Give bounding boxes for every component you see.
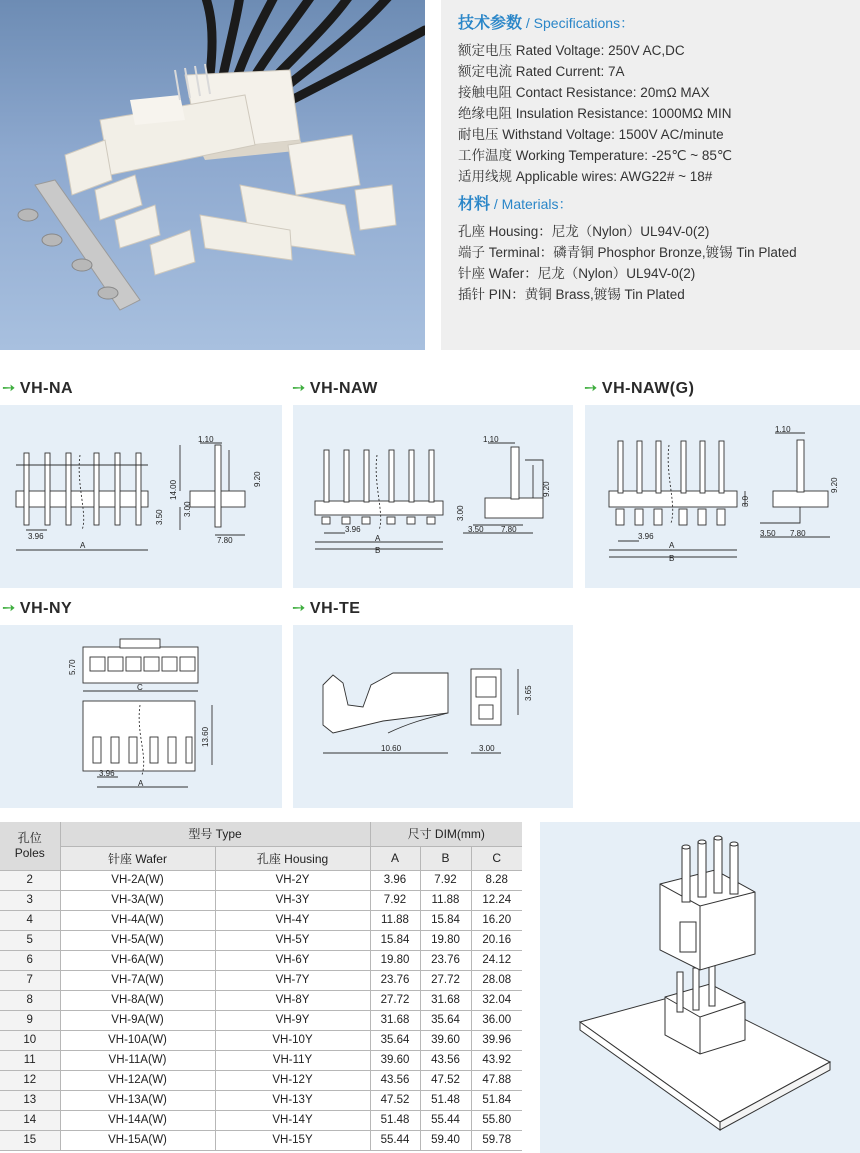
material-line: 端子 Terminal：磷青铜 Phosphor Bronze,镀锡 Tin Plated (458, 245, 797, 260)
cell-poles: 2 (0, 870, 60, 890)
table-row (0, 1010, 522, 1030)
cell-housing: VH-6Y (215, 950, 370, 970)
drawing-vh-na (0, 405, 282, 588)
cell-c: 36.00 (471, 1010, 522, 1030)
spec-line: 额定电流 Rated Current: 7A (458, 64, 625, 79)
cell-poles: 10 (0, 1030, 60, 1050)
dim-label: 3.50 (155, 509, 164, 525)
header-type: 型号 Type (60, 822, 370, 846)
cell-poles: 3 (0, 890, 60, 910)
dim-label: 3.50 (468, 525, 484, 534)
arrow-right-icon: ➙ (292, 380, 306, 397)
cell-poles: 14 (0, 1110, 60, 1130)
cell-b: 15.84 (420, 910, 471, 930)
section-label: VH-NA (19, 380, 74, 397)
product-photo (0, 0, 425, 350)
header-poles-cn: 孔位 (17, 830, 42, 845)
cell-a: 11.88 (370, 910, 420, 930)
header-housing: 孔座 Housing (215, 846, 370, 870)
cell-c: 28.08 (471, 970, 522, 990)
cell-a: 43.56 (370, 1070, 420, 1090)
cell-wafer: VH-11A(W) (60, 1050, 215, 1070)
cell-b: 47.52 (420, 1070, 471, 1090)
cell-c: 43.92 (471, 1050, 522, 1070)
spec-line: 接触电阻 Contact Resistance: 20mΩ MAX (458, 85, 710, 100)
cell-b: 11.88 (420, 890, 471, 910)
cell-housing: VH-8Y (215, 990, 370, 1010)
table-row (0, 1030, 522, 1050)
drawing-vh-naw (293, 405, 573, 588)
specs-title-cn: 技术参数 (458, 15, 523, 32)
cell-b: 31.68 (420, 990, 471, 1010)
arrow-right-icon: ➙ (292, 600, 306, 617)
cell-a: 55.44 (370, 1130, 420, 1150)
dim-label: A (375, 534, 381, 543)
dim-label: 3.00 (183, 501, 192, 517)
cell-wafer: VH-4A(W) (60, 910, 215, 930)
dim-label: 3.96 (638, 532, 654, 541)
header-dim: 尺寸 DIM(mm) (370, 822, 522, 846)
cell-a: 51.48 (370, 1110, 420, 1130)
dim-label: A (80, 541, 86, 550)
table-row (0, 1090, 522, 1110)
dim-label: 3.96 (28, 532, 44, 541)
cell-b: 59.40 (420, 1130, 471, 1150)
specifications-heading (458, 12, 860, 35)
section-label: VH-NAW(G) (601, 380, 695, 397)
table-row (0, 910, 522, 930)
header-poles-en: Poles (14, 845, 45, 860)
specs-title-en: / Specifications： (522, 15, 635, 31)
dim-label: 7.80 (501, 525, 517, 534)
cell-housing: VH-14Y (215, 1110, 370, 1130)
cell-housing: VH-12Y (215, 1070, 370, 1090)
dim-label: B (669, 554, 675, 563)
dimension-table (0, 822, 522, 1151)
cell-housing: VH-4Y (215, 910, 370, 930)
cell-a: 35.64 (370, 1030, 420, 1050)
cell-a: 27.72 (370, 990, 420, 1010)
cell-c: 39.96 (471, 1030, 522, 1050)
cell-poles: 15 (0, 1130, 60, 1150)
table-row (0, 990, 522, 1010)
spec-line: 耐电压 Withstand Voltage: 1500V AC/minute (458, 127, 724, 142)
arrow-right-icon: ➙ (584, 380, 598, 397)
cell-a: 3.96 (370, 870, 420, 890)
cell-wafer: VH-9A(W) (60, 1010, 215, 1030)
cell-c: 51.84 (471, 1090, 522, 1110)
specifications-panel (441, 0, 860, 350)
cell-a: 23.76 (370, 970, 420, 990)
dim-label: 1.10 (483, 435, 499, 444)
cell-c: 12.24 (471, 890, 522, 910)
cell-housing: VH-2Y (215, 870, 370, 890)
table-row (0, 1130, 522, 1150)
spec-line: 额定电压 Rated Voltage: 250V AC,DC (458, 43, 685, 58)
drawing-vh-ny (0, 625, 282, 808)
cell-housing: VH-7Y (215, 970, 370, 990)
arrow-right-icon: ➙ (2, 380, 16, 397)
spec-line: 适用线规 Applicable wires: AWG22# ~ 18# (458, 169, 713, 184)
section-title-vh-ny (2, 598, 72, 618)
dim-label: 13.60 (201, 726, 210, 747)
dim-label: 9.20 (830, 477, 839, 493)
section-title-vh-naw-g (584, 378, 694, 398)
cell-wafer: VH-12A(W) (60, 1070, 215, 1090)
cell-b: 27.72 (420, 970, 471, 990)
cell-b: 51.48 (420, 1090, 471, 1110)
isometric-illustration (540, 822, 860, 1153)
cell-housing: VH-13Y (215, 1090, 370, 1110)
cell-c: 59.78 (471, 1130, 522, 1150)
cell-wafer: VH-8A(W) (60, 990, 215, 1010)
cell-c: 8.28 (471, 870, 522, 890)
header-c: C (471, 846, 522, 870)
material-line: 针座 Wafer：尼龙（Nylon）UL94V-0(2) (458, 266, 696, 281)
table-row (0, 930, 522, 950)
cell-wafer: VH-15A(W) (60, 1130, 215, 1150)
cell-poles: 9 (0, 1010, 60, 1030)
header-wafer: 针座 Wafer (60, 846, 215, 870)
section-title-vh-na (2, 378, 73, 398)
cell-poles: 13 (0, 1090, 60, 1110)
table-row (0, 1050, 522, 1070)
cell-poles: 5 (0, 930, 60, 950)
spec-line: 绝缘电阻 Insulation Resistance: 1000MΩ MIN (458, 106, 732, 121)
cell-b: 43.56 (420, 1050, 471, 1070)
dim-label: B (375, 546, 381, 555)
table-row (0, 1070, 522, 1090)
section-title-vh-te (292, 598, 360, 618)
dim-label: 3.65 (524, 685, 533, 701)
dim-label: 5.70 (68, 659, 77, 675)
cell-b: 19.80 (420, 930, 471, 950)
dim-label: 3.96 (99, 769, 115, 778)
drawing-vh-te (293, 625, 573, 808)
dim-label: 9.20 (253, 471, 262, 487)
material-line: 插针 PIN：黄铜 Brass,镀锡 Tin Plated (458, 287, 685, 302)
cell-housing: VH-9Y (215, 1010, 370, 1030)
spec-line: 工作温度 Working Temperature: -25℃ ~ 85℃ (458, 148, 733, 163)
table-row (0, 890, 522, 910)
dim-label: 1.10 (198, 435, 214, 444)
cell-a: 47.52 (370, 1090, 420, 1110)
dim-label: 3.50 (760, 529, 776, 538)
cell-c: 24.12 (471, 950, 522, 970)
cell-a: 7.92 (370, 890, 420, 910)
cell-c: 55.80 (471, 1110, 522, 1130)
cell-b: 7.92 (420, 870, 471, 890)
cell-b: 35.64 (420, 1010, 471, 1030)
dim-label: 7.80 (790, 529, 806, 538)
cell-poles: 11 (0, 1050, 60, 1070)
dim-label: 3.00 (456, 505, 465, 521)
cell-wafer: VH-14A(W) (60, 1110, 215, 1130)
table-row (0, 1110, 522, 1130)
header-poles (0, 822, 60, 870)
cell-wafer: VH-5A(W) (60, 930, 215, 950)
dim-label: 3.00 (479, 744, 495, 753)
cell-poles: 12 (0, 1070, 60, 1090)
dimension-table-container (0, 822, 522, 1151)
section-label: VH-TE (309, 600, 361, 617)
drawing-vh-naw-g (585, 405, 860, 588)
cell-wafer: VH-7A(W) (60, 970, 215, 990)
cell-poles: 4 (0, 910, 60, 930)
section-label: VH-NY (19, 600, 73, 617)
cell-poles: 7 (0, 970, 60, 990)
cell-wafer: VH-13A(W) (60, 1090, 215, 1110)
table-row (0, 870, 522, 890)
cell-housing: VH-5Y (215, 930, 370, 950)
cell-housing: VH-3Y (215, 890, 370, 910)
cell-housing: VH-11Y (215, 1050, 370, 1070)
cell-b: 39.60 (420, 1030, 471, 1050)
table-row (0, 950, 522, 970)
cell-housing: VH-15Y (215, 1130, 370, 1150)
dim-label: C (137, 683, 143, 692)
cell-c: 47.88 (471, 1070, 522, 1090)
dim-label: A (669, 541, 675, 550)
materials-title-cn: 材料 (458, 196, 491, 213)
cell-housing: VH-10Y (215, 1030, 370, 1050)
header-a: A (370, 846, 420, 870)
arrow-right-icon: ➙ (2, 600, 16, 617)
cell-a: 31.68 (370, 1010, 420, 1030)
section-label: VH-NAW (309, 380, 378, 397)
cell-a: 19.80 (370, 950, 420, 970)
dim-label: A (138, 779, 144, 788)
cell-a: 39.60 (370, 1050, 420, 1070)
cell-c: 32.04 (471, 990, 522, 1010)
cell-b: 23.76 (420, 950, 471, 970)
dim-label: 7.80 (217, 536, 233, 545)
section-title-vh-naw (292, 378, 378, 398)
cell-c: 16.20 (471, 910, 522, 930)
material-line: 孔座 Housing：尼龙（Nylon）UL94V-0(2) (458, 224, 710, 239)
dim-label: 3.0 (741, 495, 750, 507)
table-row (0, 970, 522, 990)
cell-c: 20.16 (471, 930, 522, 950)
dim-label: 10.60 (381, 744, 402, 753)
cell-wafer: VH-6A(W) (60, 950, 215, 970)
cell-wafer: VH-10A(W) (60, 1030, 215, 1050)
cell-wafer: VH-2A(W) (60, 870, 215, 890)
cell-wafer: VH-3A(W) (60, 890, 215, 910)
dim-label: 3.96 (345, 525, 361, 534)
dim-label: 1.10 (775, 425, 791, 434)
materials-title-en: / Materials： (490, 196, 573, 212)
cell-poles: 8 (0, 990, 60, 1010)
dim-label: 9.20 (542, 481, 551, 497)
cell-poles: 6 (0, 950, 60, 970)
cell-a: 15.84 (370, 930, 420, 950)
header-b: B (420, 846, 471, 870)
cell-b: 55.44 (420, 1110, 471, 1130)
dim-label: 14.00 (169, 479, 178, 500)
materials-heading (458, 193, 860, 216)
